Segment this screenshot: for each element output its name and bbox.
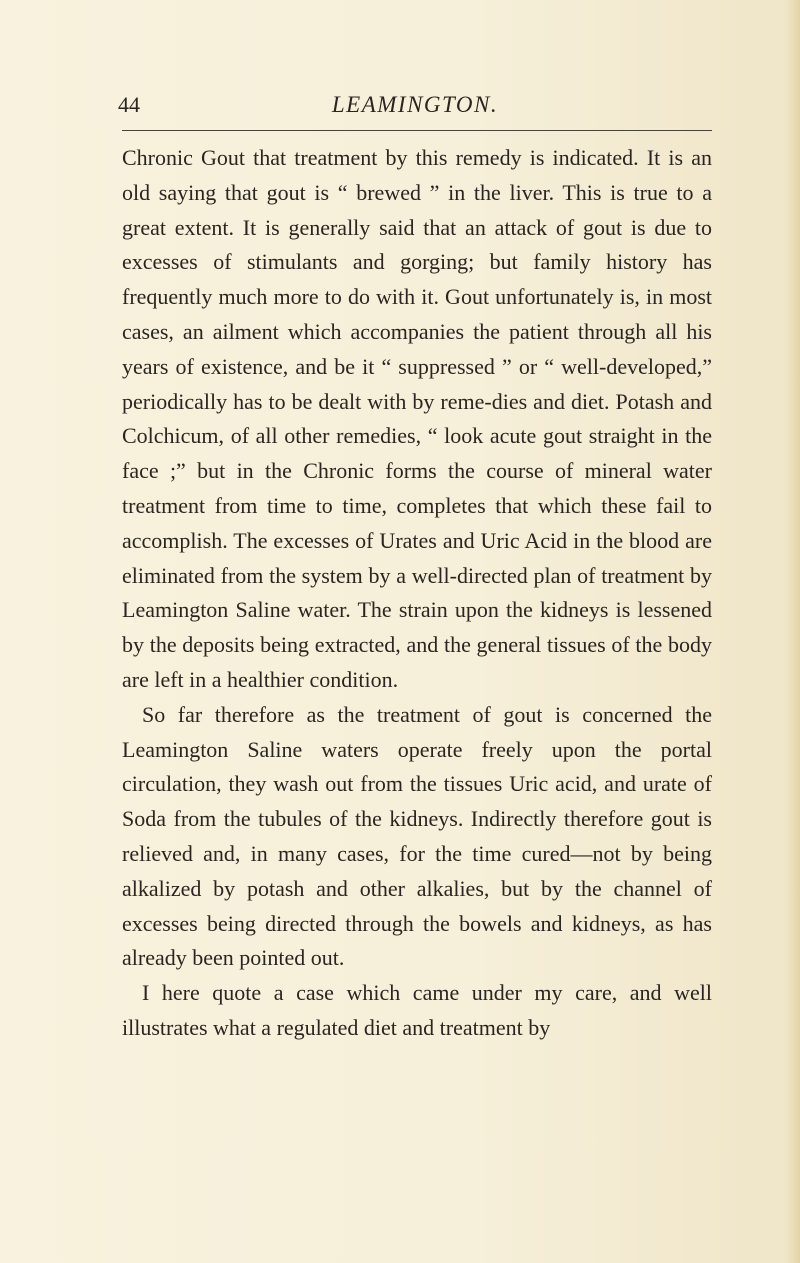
paragraph: I here quote a case which came under my care, and well illustrates what a regulated diet and treatment by [122, 980, 712, 1040]
paragraph: So far therefore as the treatment of gout is concerned the Leamington Saline waters operate freely upon the portal circulation, they wash out from the tissues Uric acid, and urate of Soda from the tubules of the kidneys. Indirectly therefore gout is relieved and, in many cases, for the time cured—not by being alkalized by potash and other alkalies, but by the channel of excesses being directed through the bowels and kidneys, as has already been pointed out. [122, 701, 712, 971]
page-number: 44 [118, 92, 140, 117]
page-edge [786, 0, 800, 1263]
running-title: LEAMINGTON. [331, 92, 499, 117]
header-rule [122, 130, 712, 131]
paragraph: Chronic Gout that treatment by this remedy is indicated. It is an old saying that gout is “ brewed ” in the liver. This is true to a great extent. It is generally said that an attack of gout is due to excesses of stimulants and gorging; but family history has frequently much more to do with it. Gout unfortunately is, in most cases, an ailment which accompanies the patient through all his years of existence, and be it “ suppressed ” or “ well-developed,” periodically has to be dealt with by reme-dies and diet. Potash and Colchicum, of all other remedies, “ look acute gout straight in the face ;” but in the Chronic forms the course of mineral water treatment from time to time, completes that which these fail to accomplish. The excesses of Urates and Uric Acid in the blood are eliminated from the system by a well-directed plan of treatment by Leamington Saline water. The strain upon the kidneys is lessened by the deposits being extracted, and the general tissues of the body are left in a healthier condition. [122, 145, 712, 692]
body-text [122, 141, 712, 1046]
page-header [118, 92, 712, 122]
